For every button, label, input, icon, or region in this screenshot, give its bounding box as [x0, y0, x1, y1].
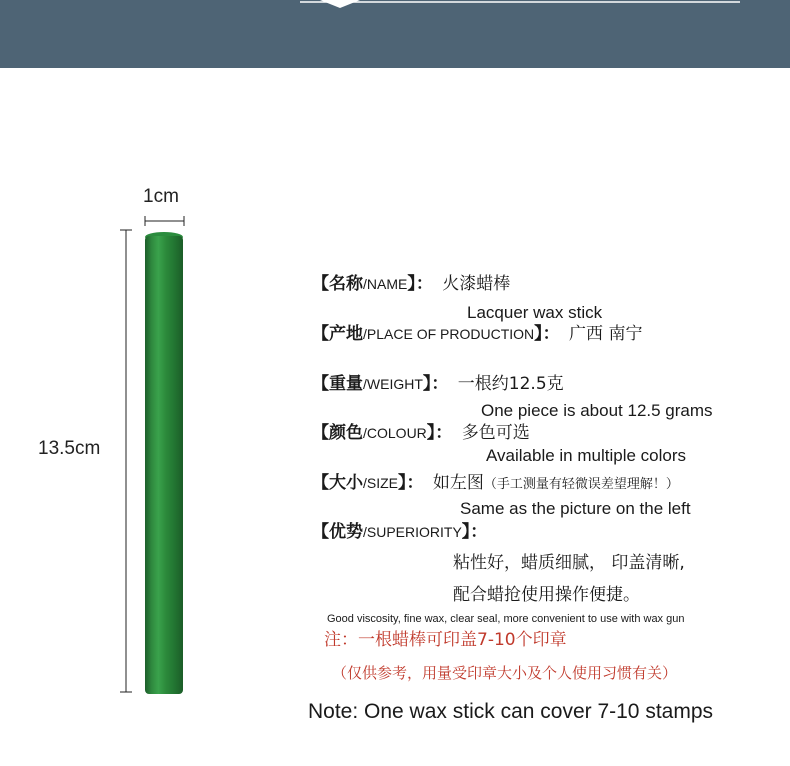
place-label-en: /PLACE OF PRODUCTION	[363, 326, 535, 342]
superiority-value-cn-line1: 粘性好，蜡质细腻， 印盖清晰,	[453, 553, 685, 573]
size-value-en: Same as the picture on the left	[460, 499, 691, 518]
superiority-value-cn-line2: 配合蜡抢使用操作便捷。	[453, 585, 640, 605]
wax-stick-image	[145, 236, 183, 694]
bracket: 【	[312, 374, 329, 394]
bracket: 】：	[407, 274, 433, 294]
height-label: 13.5cm	[38, 438, 101, 459]
place-value-cn: 广西 南宁	[569, 324, 643, 344]
spec-size	[312, 475, 679, 492]
header-banner	[0, 0, 790, 68]
superiority-label-cn: 优势	[329, 522, 363, 542]
bracket: 【	[312, 473, 329, 493]
name-label-en: /NAME	[363, 276, 408, 292]
bracket: 】：	[398, 473, 424, 493]
height-dimension-line	[118, 226, 134, 696]
colour-value-cn: 多色可选	[461, 423, 530, 443]
weight-value-cn: 一根约12.5克	[457, 374, 564, 394]
weight-value-en: One piece is about 12.5 grams	[481, 401, 713, 420]
name-value-cn: 火漆蜡棒	[442, 274, 511, 294]
bracket: 【	[312, 274, 329, 294]
superiority-value-en: Good viscosity, fine wax, clear seal, more convenient to use with wax gun	[327, 613, 685, 625]
spec-name	[312, 276, 510, 293]
spec-weight	[312, 376, 564, 393]
size-label-en: /SIZE	[363, 475, 399, 491]
banner-decoration	[300, 0, 740, 10]
bracket: 】：	[534, 324, 560, 344]
place-label-cn: 产地	[329, 324, 363, 344]
note-en: Note: One wax stick can cover 7-10 stamps	[308, 700, 713, 723]
bracket: 【	[312, 423, 329, 443]
note-cn: 注：一根蜡棒可印盖7-10个印章	[324, 630, 567, 650]
width-dimension-line	[140, 214, 190, 228]
size-label-cn: 大小	[329, 473, 363, 493]
name-value-en: Lacquer wax stick	[467, 303, 603, 322]
colour-label-en: /COLOUR	[363, 425, 427, 441]
bracket: 】：	[461, 522, 488, 542]
bracket: 【	[312, 522, 329, 542]
size-value-cn: 如左图	[432, 473, 484, 493]
colour-value-en: Available in multiple colors	[486, 446, 687, 465]
spec-place	[312, 326, 642, 343]
spec-colour	[312, 425, 530, 442]
weight-label-en: /WEIGHT	[363, 376, 423, 392]
name-label-cn: 名称	[329, 274, 363, 294]
bracket: 【	[312, 324, 329, 344]
spec-superiority	[312, 524, 487, 541]
note-cn-sub: （仅供参考，用量受印章大小及个人使用习惯有关）	[332, 664, 678, 682]
bracket: 】：	[426, 423, 453, 443]
width-label: 1cm	[143, 186, 179, 207]
superiority-label-en: /SUPERIORITY	[363, 524, 462, 540]
weight-label-cn: 重量	[329, 374, 363, 394]
size-note-cn: （手工测量有轻微误差望理解！）	[483, 477, 679, 492]
bracket: 】：	[422, 374, 449, 394]
colour-label-cn: 颜色	[329, 423, 363, 443]
